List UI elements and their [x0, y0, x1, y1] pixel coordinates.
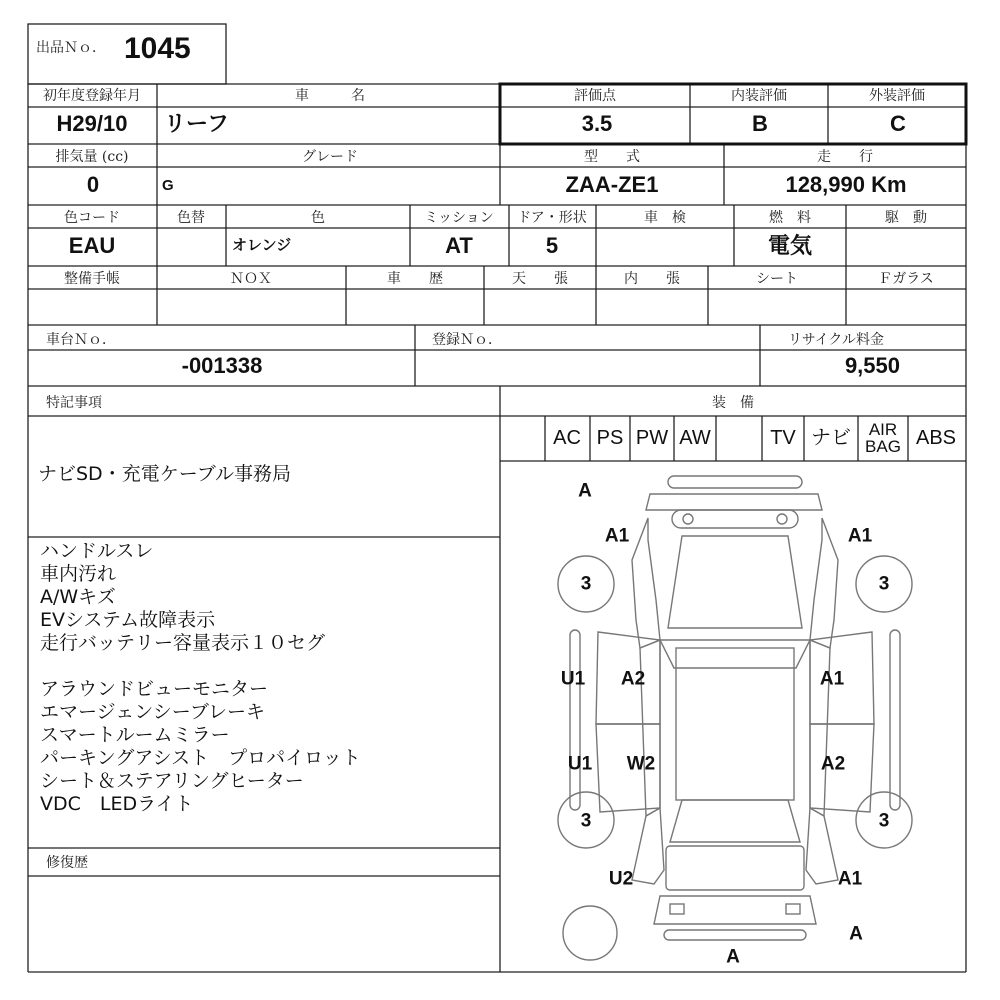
damage-left-front-door: A2	[620, 668, 646, 690]
model-value: ZAA-ZE1	[565, 172, 659, 197]
damage-right-rear-tire: 3	[878, 810, 890, 832]
color-code-value: EAU	[68, 233, 116, 258]
equipment-ps: PS	[596, 427, 624, 449]
model-label: 型 式	[584, 149, 640, 165]
displacement-label: 排気量 (cc)	[55, 149, 129, 165]
equipment-pw: PW	[635, 427, 669, 449]
headliner-label: 天 張	[512, 271, 568, 287]
windshield	[660, 640, 810, 668]
note-line: パーキングアシスト プロパイロット	[40, 747, 361, 769]
rear-bumper	[654, 896, 816, 924]
equipment-tv: TV	[770, 427, 796, 449]
fuel-label: 燃 料	[769, 210, 811, 226]
equipment-airbag: AIR BAG	[865, 420, 901, 456]
note-line: アラウンドビューモニター	[40, 678, 269, 700]
grade-value: G	[162, 177, 174, 194]
transmission-label: ミッション	[424, 210, 494, 226]
score-label: 評価点	[574, 88, 616, 104]
right-front-fender	[810, 518, 838, 648]
fuel-value: 電気	[767, 233, 813, 258]
color-value: オレンジ	[232, 237, 292, 254]
grade-label: グレード	[302, 149, 358, 165]
note-line: ハンドルスレ	[40, 540, 154, 562]
damage-right-front-door: A1	[819, 668, 845, 690]
damage-rear-bumper: A	[726, 946, 740, 968]
maintenance-record-label: 整備手帳	[64, 271, 120, 287]
damage-left-rear-fender: U2	[608, 868, 634, 890]
score-value: 3.5	[581, 111, 613, 136]
front-bumper-strip	[668, 476, 802, 488]
lot-number-label: 出品Ｎｏ．	[36, 40, 106, 56]
front-bumper	[646, 494, 822, 510]
note-line: スマートルームミラー	[40, 724, 230, 746]
equipment-aw: AW	[679, 427, 711, 449]
damage-left-front-door-side: U1	[560, 668, 586, 690]
vehicle-history-label: 車 歴	[387, 271, 443, 287]
registration-value: H29/10	[56, 111, 128, 136]
damage-right-front-fender: A1	[847, 525, 873, 547]
registration-number-label: 登録Ｎｏ．	[432, 332, 502, 348]
hood	[668, 536, 802, 628]
rear-hatch	[666, 846, 804, 890]
recycle-fee-value: 9,550	[844, 353, 900, 378]
note-line: VDC LEDライト	[40, 793, 194, 815]
note-line: シート＆ステアリングヒーター	[40, 770, 304, 792]
equipment-ac: AC	[553, 427, 581, 449]
mileage-label: 走 行	[817, 149, 873, 165]
damage-front-bumper: A	[578, 480, 592, 502]
rear-bumper-strip	[664, 930, 806, 940]
recycle-fee-label: リサイクル料金	[787, 332, 885, 348]
damage-left-rear-door-side: U1	[567, 753, 593, 775]
special-notes-label: 特記事項	[46, 395, 102, 411]
note-line: A/Wキズ	[40, 586, 116, 608]
interior-label: 内装評価	[731, 88, 787, 104]
mileage-value: 128,990 Km	[785, 172, 907, 197]
interior-trim-label: 内 張	[624, 271, 680, 287]
front-glass-label: Ｆガラス	[878, 271, 934, 287]
damage-rear-bumper-right: A	[849, 923, 863, 945]
left-rear-fender	[632, 808, 664, 884]
damage-left-rear-tire: 3	[580, 810, 592, 832]
car-name-label: 車 名	[295, 88, 365, 104]
left-sill	[570, 630, 580, 810]
exterior-label: 外装評価	[869, 88, 925, 104]
left-front-fender	[632, 518, 660, 648]
chassis-label: 車台Ｎｏ．	[46, 332, 116, 348]
color-code-label: 色コード	[64, 210, 120, 226]
door-value: 5	[545, 233, 559, 258]
door-label: ドア・形状	[517, 210, 587, 226]
drive-label: 駆 動	[885, 210, 927, 226]
transmission-value: AT	[445, 233, 473, 258]
right-rear-fender	[806, 808, 838, 884]
chassis-value: -001338	[181, 353, 263, 378]
nox-label: ＮＯＸ	[230, 271, 272, 287]
damage-left-front-fender: A1	[604, 525, 630, 547]
spare-tire	[563, 906, 617, 960]
right-sill	[890, 630, 900, 810]
color-label: 色	[311, 210, 325, 226]
note-line: EVシステム故障表示	[40, 609, 216, 631]
front-grille	[672, 510, 798, 528]
seat-label: シート	[756, 271, 798, 287]
repair-history-label: 修復歴	[46, 855, 88, 871]
damage-right-rear-door: A2	[820, 753, 846, 775]
displacement-value: 0	[86, 172, 100, 197]
note-line: 車内汚れ	[40, 563, 117, 585]
equipment-navi: ナビ	[811, 427, 851, 449]
rear-window	[670, 800, 800, 842]
damage-right-rear-fender: A1	[837, 868, 863, 890]
special-notes-text: ナビSD・充電ケーブル事務局	[38, 463, 291, 485]
inspection-label: 車 検	[644, 210, 686, 226]
damage-left-front-tire: 3	[580, 573, 592, 595]
note-line: エマージェンシーブレーキ	[40, 701, 266, 723]
roof	[676, 648, 794, 800]
lot-number: 1045	[124, 32, 191, 65]
damage-left-rear-door: W2	[626, 753, 656, 775]
exterior-value: C	[890, 111, 906, 136]
equipment-abs: ABS	[915, 427, 957, 449]
note-line: 走行バッテリー容量表示１０セグ	[40, 632, 326, 654]
repaint-label: 色替	[177, 210, 205, 226]
registration-label: 初年度登録年月	[43, 88, 141, 104]
damage-right-front-tire: 3	[878, 573, 890, 595]
equipment-label: 装 備	[712, 395, 754, 411]
car-name-value: リーフ	[164, 111, 229, 136]
interior-value: B	[752, 111, 768, 136]
